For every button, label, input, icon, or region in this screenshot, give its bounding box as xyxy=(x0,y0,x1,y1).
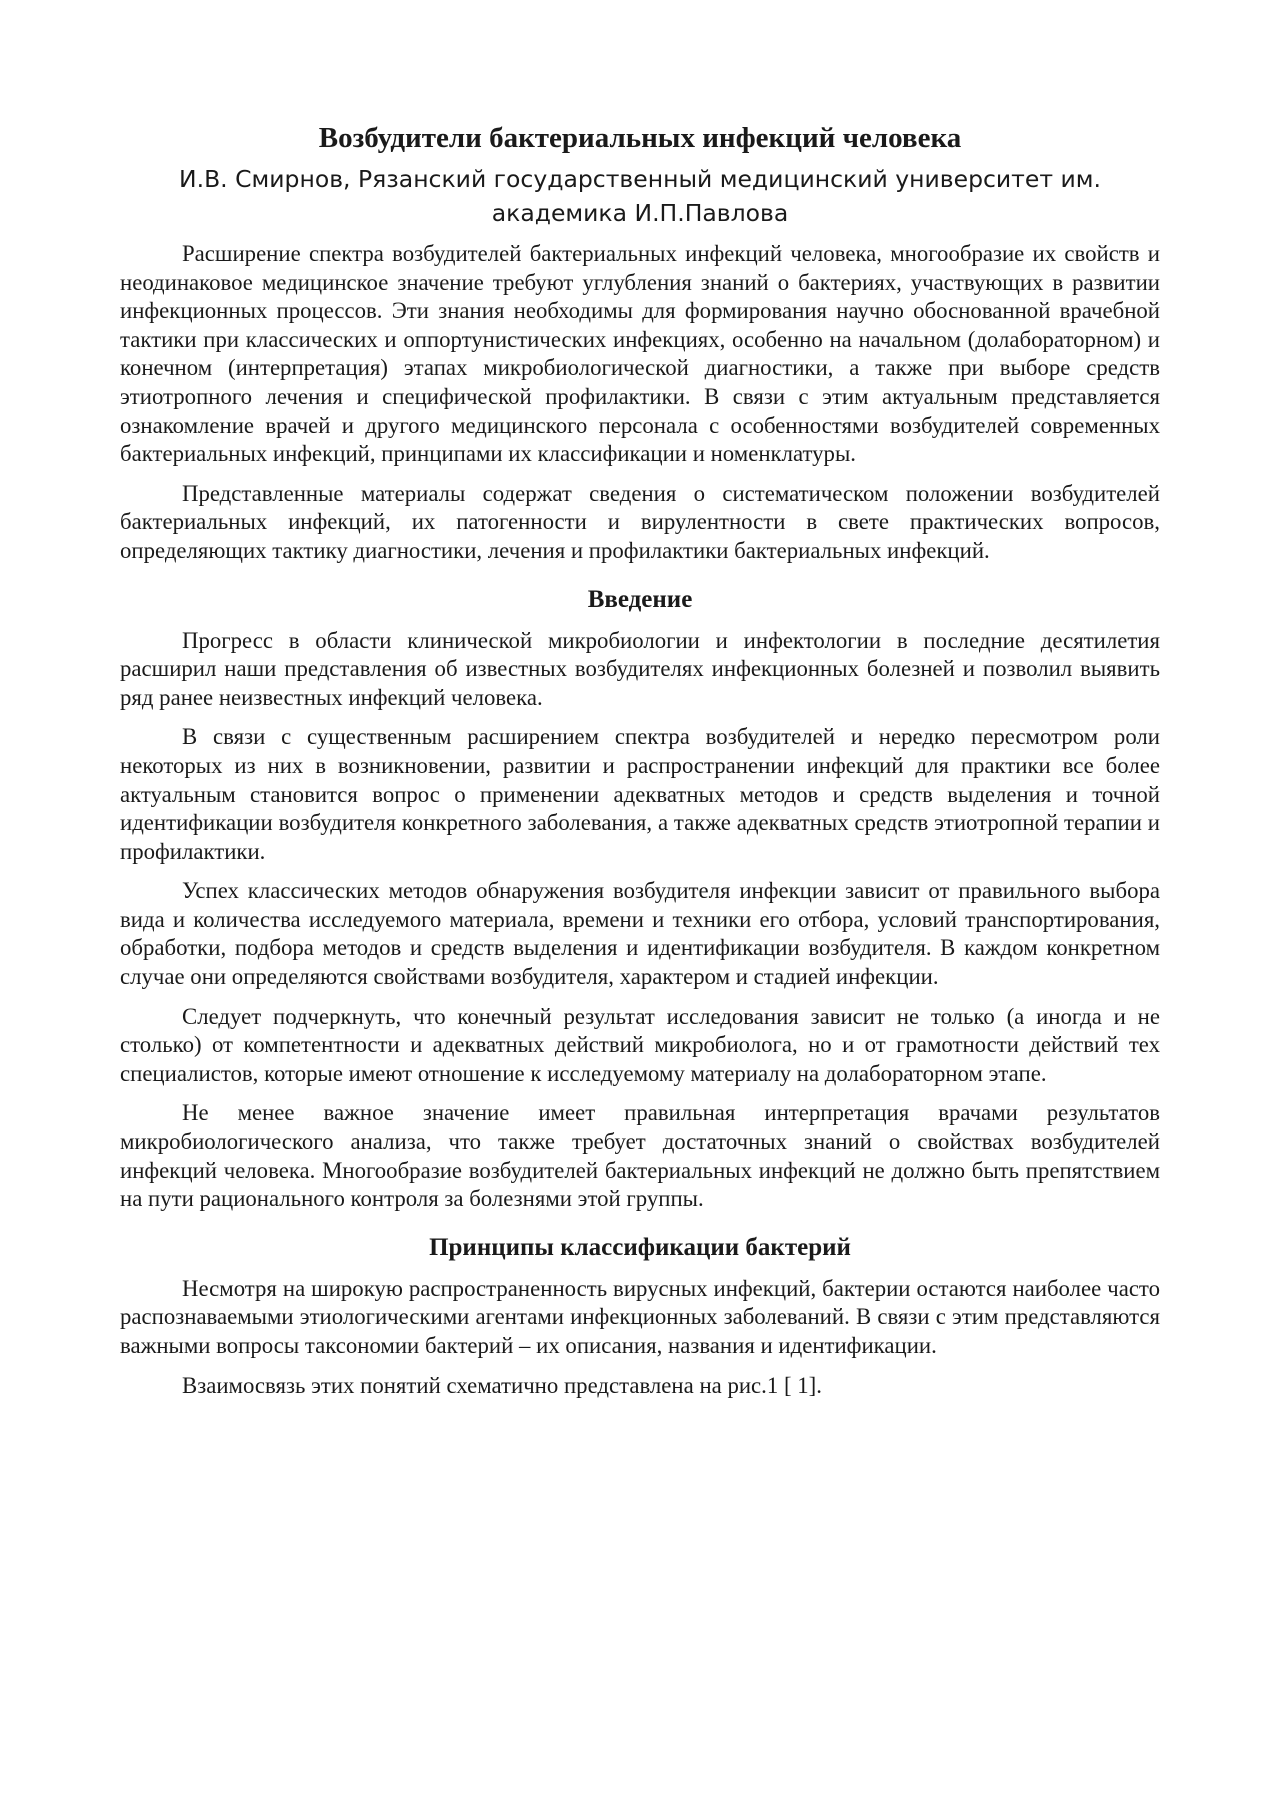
abstract-paragraph: Представленные материалы содержат сведения о систематическом положении возбудителей бактериальных инфекций, их патогенности и вирулентности в свете практических вопросов, определяющих тактику диагностики, лечения и профилактики бактериальных инфекций. xyxy=(120,480,1160,563)
document-title: Возбудители бактериальных инфекций человека xyxy=(318,122,962,154)
classification-paragraph: Взаимосвязь этих понятий схематично представлена на рис.1 [ 1]. xyxy=(182,1372,822,1398)
classification-paragraph: Несмотря на широкую распространенность вирусных инфекций, бактерии остаются наиболее часто распознаваемыми этиологическими агентами инфекционных заболеваний. В связи с этим представляются важными вопросы таксономии бактерий – их описания, названия и идентификации. xyxy=(120,1275,1160,1358)
intro-paragraph: Успех классических методов обнаружения возбудителя инфекции зависит от правильного выбора вида и количества исследуемого материала, времени и техники его отбора, условий транспортирования, обработки, подбора методов и средств выделения и идентификации возбудителя. В каждом конкретном случае они определяются свойствами возбудителя, характером и стадией инфекции. xyxy=(120,878,1160,990)
intro-paragraph: В связи с существенным расширением спектра возбудителей и нередко пересмотром роли некоторых из них в возникновении, развитии и распространении инфекций для практики все более актуальным становится вопрос о применении адекватных методов и средств выделения и точной идентификации возбудителя конкретного заболевания, а также адекватных средств этиотропной терапии и профилактики. xyxy=(120,724,1160,864)
intro-paragraph: Прогресс в области клинической микробиологии и инфектологии в последние десятилетия расширил наши представления об известных возбудителях инфекционных болезней и позволил выявить ряд ранее неизвестных инфекций человека. xyxy=(120,627,1160,710)
section-heading-introduction: Введение xyxy=(587,585,693,613)
intro-paragraph: Не менее важное значение имеет правильная интерпретация врачами результатов микробиологического анализа, что также требует достаточных знаний о свойствах возбудителей инфекций человека. Многообразие возбудителей бактериальных инфекций не должно быть препятствием на пути рационального контроля за болезнями этой группы. xyxy=(120,1100,1160,1212)
intro-paragraph: Следует подчеркнуть, что конечный результат исследования зависит не только (а иногда и не столько) от компетентности и адекватных действий микробиолога, но и от грамотности действий тех специалистов, которые имеют отношение к исследуемому материалу на долабораторном этапе. xyxy=(120,1003,1160,1086)
author-affiliation: И.В. Смирнов, Рязанский государственный медицинский университет им. академика И.П.Павлова xyxy=(179,165,1101,227)
section-heading-classification: Принципы классификации бактерий xyxy=(429,1233,851,1261)
abstract-paragraph: Расширение спектра возбудителей бактериальных инфекций человека, многообразие их свойств и неодинаковое медицинское значение требуют углубления знаний о бактериях, участвующих в развитии инфекционных процессов. Эти знания необходимы для формирования научно обоснованной врачебной тактики при классических и оппортунистических инфекциях, особенно на начальном (долабораторном) и конечном (интерпретация) этапах микробиологической диагностики, а также при выборе средств этиотропного лечения и специфической профилактики. В связи с этим актуальным представляется ознакомление врачей и другого медицинского персонала с особенностями возбудителей современных бактериальных инфекций, принципами их классификации и номенклатуры. xyxy=(120,241,1160,467)
document-page xyxy=(120,120,1160,1411)
